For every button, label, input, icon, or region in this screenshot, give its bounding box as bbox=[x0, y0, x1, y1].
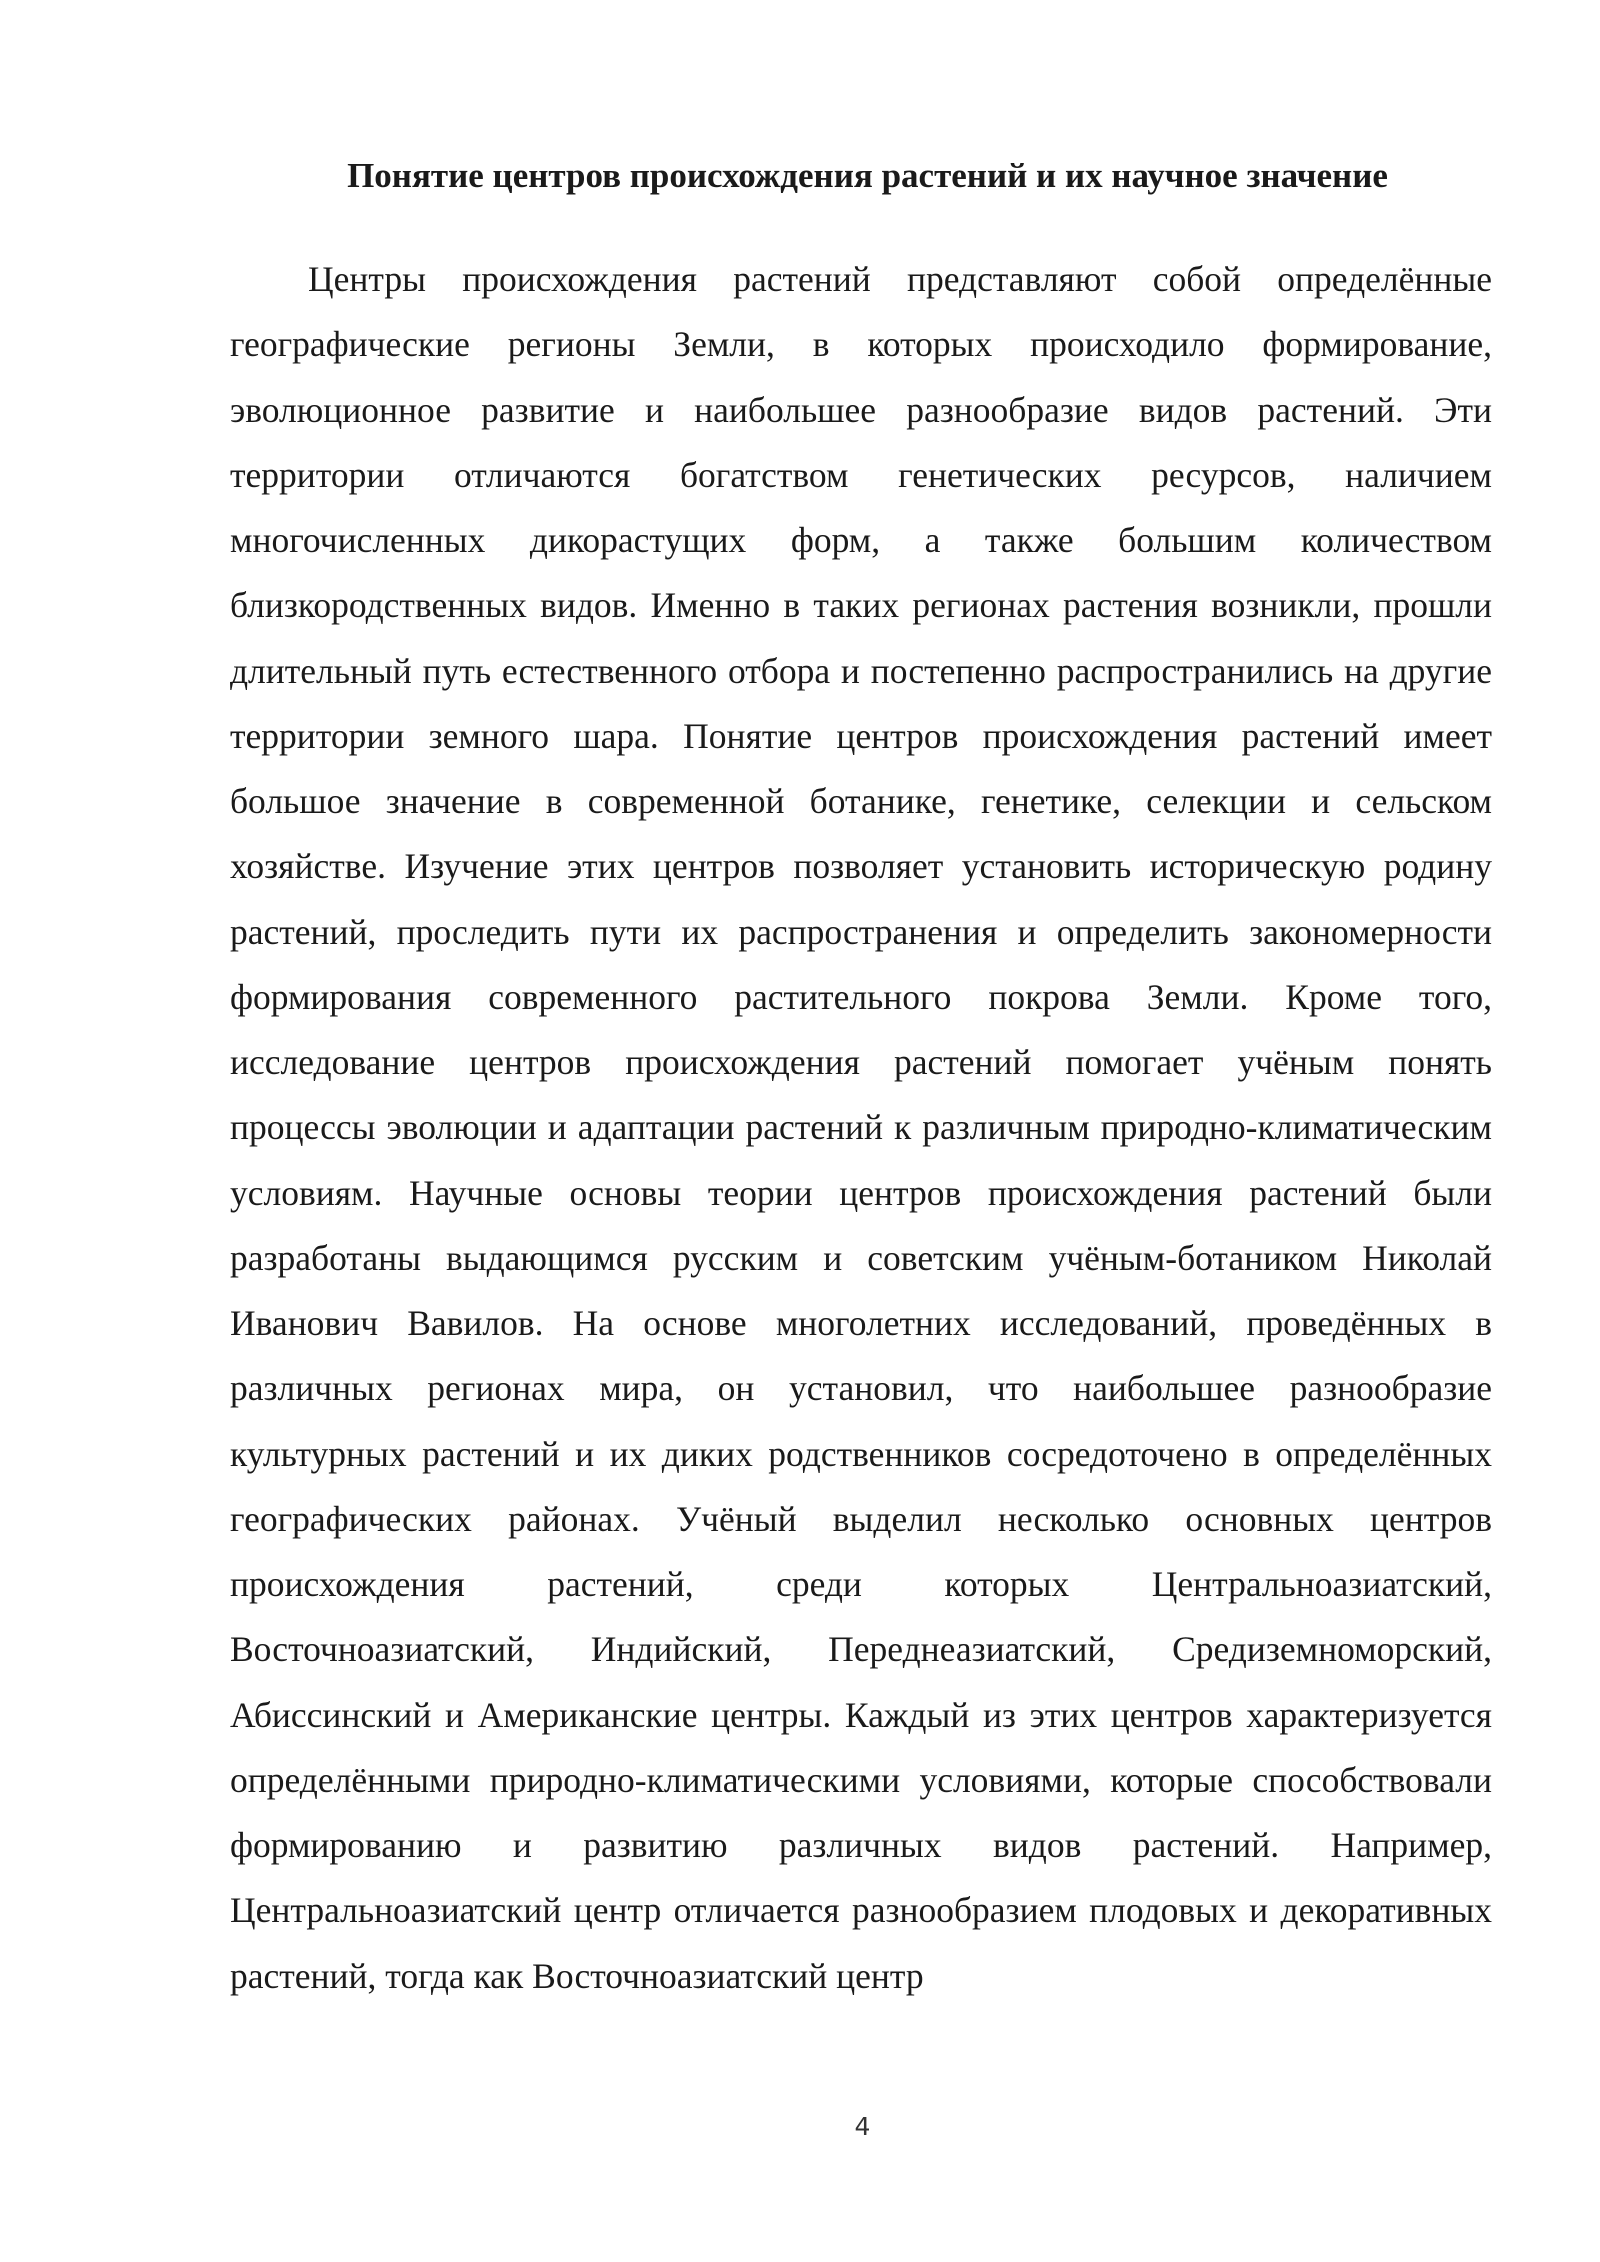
page-number: 4 bbox=[854, 2112, 871, 2141]
page-title: Понятие центров происхождения растений и их научное значение bbox=[347, 156, 1388, 195]
body-paragraph: Центры происхождения растений представляют собой определённые географические регионы Земли, в которых происходило формирование, эволюционное развитие и наибольшее разнообразие видов растений. Эти территории отличаются богатством генетических ресурсов, наличием многочисленных дикорастущих форм, а также большим количеством близкородственных видов. Именно в таких регионах растения возникли, прошли длительный путь естественного отбора и постепенно распространились на другие территории земного шара. Понятие центров происхождения растений имеет большое значение в современной ботанике, генетике, селекции и сельском хозяйстве. Изучение этих центров позволяет установить историческую родину растений, проследить пути их распространения и определить закономерности формирования современного растительного покрова Земли. Кроме того, исследование центров происхождения растений помогает учёным понять процессы эволюции и адаптации растений к различным природно-климатическим условиям. Научные основы теории центров происхождения растений были разработаны выдающимся русским и советским учёным-ботаником Николай Иванович Вавилов. На основе многолетних исследований, проведённых в различных регионах мира, он установил, что наибольшее разнообразие культурных растений и их диких родственников сосредоточено в определённых географических районах. Учёный выделил несколько основных центров происхождения растений, среди которых Центральноазиатский, Восточноазиатский, Индийский, Переднеазиатский, Средиземноморский, Абиссинский и Американские центры. Каждый из этих центров характеризуется определёнными природно-климатическими условиями, которые способствовали формированию и развитию различных видов растений. Например, Центральноазиатский центр отличается разнообразием плодовых и декоративных растений, тогда как Восточноазиатский центр bbox=[230, 259, 1492, 1996]
